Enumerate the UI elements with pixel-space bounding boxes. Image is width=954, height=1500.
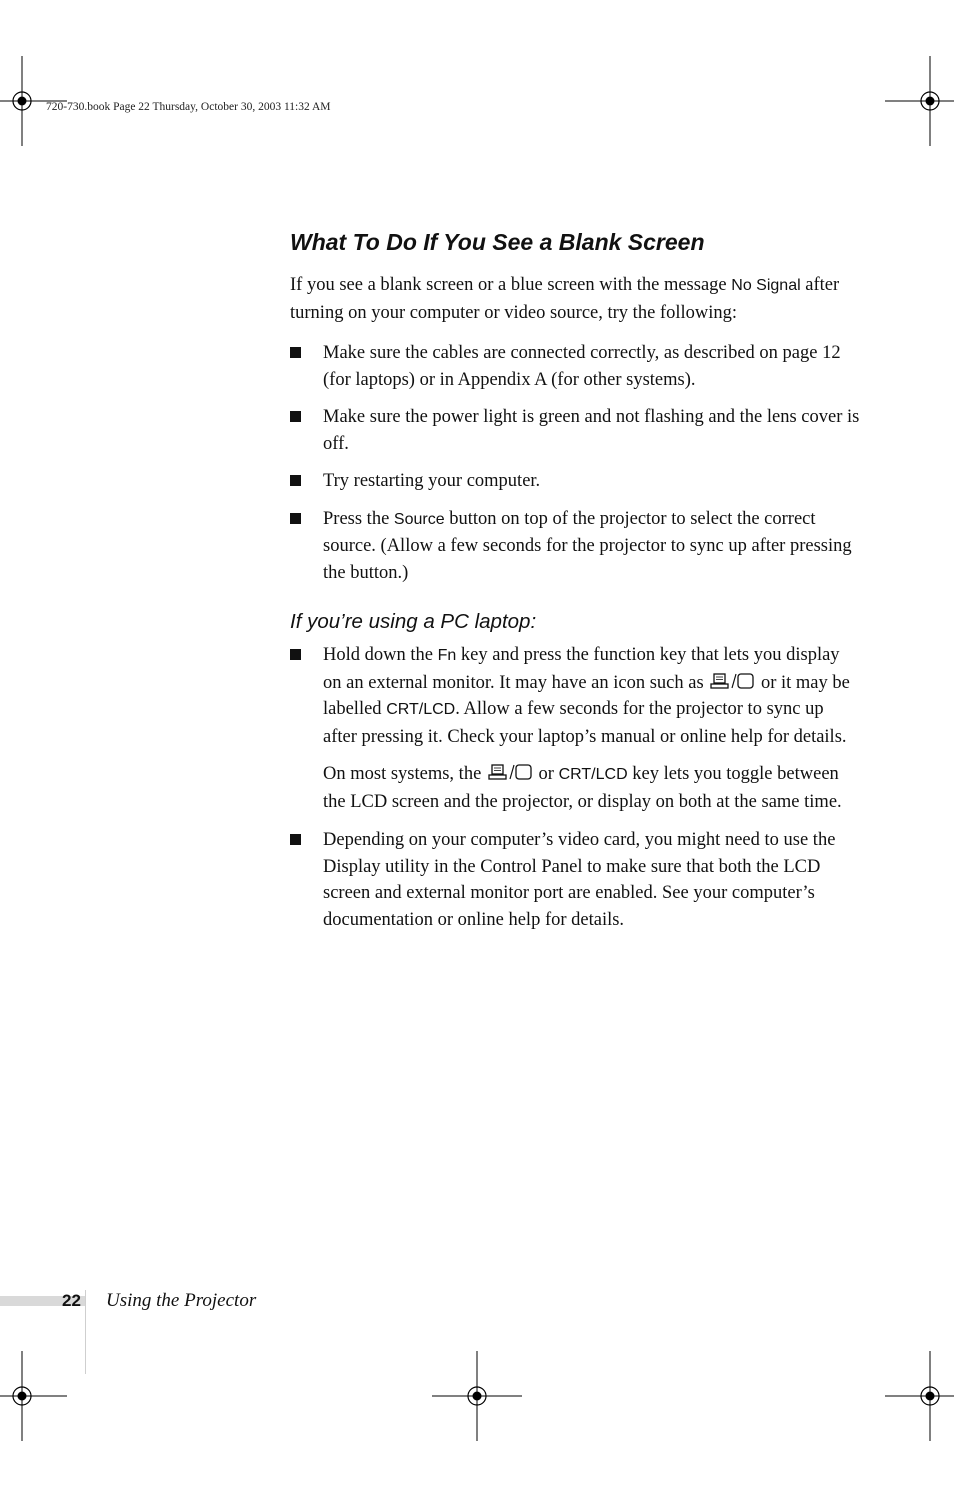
print-header: 720-730.book Page 22 Thursday, October 30, 2003 11:32 AM: [46, 101, 331, 113]
section-subheading: If you’re using a PC laptop:: [290, 610, 537, 633]
registration-mark-icon: [885, 1351, 954, 1441]
no-signal-message: No Signal: [731, 277, 801, 294]
intro-text: If you see a blank screen or a blue screen with the message: [290, 275, 732, 295]
list-item-text: [323, 506, 860, 587]
indented-paragraph: [290, 761, 860, 815]
intro-text-continued: after turning on your computer or video source, try the following:: [290, 275, 840, 323]
list-item: [290, 506, 860, 587]
laptop-monitor-toggle-icon: [486, 764, 534, 782]
bullet-square-icon: [290, 649, 301, 660]
footer-divider: [85, 1290, 86, 1374]
list-item-text-part: Press the: [323, 508, 394, 529]
laptop-monitor-toggle-icon: [708, 673, 756, 691]
bullet-square-icon: [290, 411, 301, 422]
list-item-text: [323, 642, 860, 750]
page-number: 22: [62, 1291, 81, 1310]
paragraph-text-part: On most systems, the: [323, 764, 486, 784]
crt-lcd-key-label: CRT/LCD: [558, 766, 628, 783]
list-item-text-part: key and press the function key that lets you display on an external monitor. It may have an icon such as: [323, 645, 840, 693]
list-item-text-part: or it may be labelled: [323, 672, 850, 719]
list-item-text-part: Hold down the: [323, 645, 438, 665]
list-item: [290, 642, 860, 750]
source-button-label: Source: [393, 510, 445, 528]
section-title: Using the Projector: [106, 1290, 257, 1311]
list-item: [290, 827, 860, 933]
list-item-text: Try restarting your computer.: [323, 471, 541, 491]
bullet-square-icon: [290, 347, 301, 358]
list-item-text-part: . Allow a few seconds for the projector to sync up after pressing it. Check your laptop’s manual or online help for details.: [323, 699, 847, 747]
paragraph-text-part: key lets you toggle between the LCD screen and the projector, or display on both at the same time.: [323, 764, 842, 812]
page-content: [290, 229, 860, 944]
list-item: [290, 468, 860, 495]
bullet-square-icon: [290, 475, 301, 486]
list-item-text: Depending on your computer’s video card, you might need to use the Display utility in the Control Panel to make sure that both the LCD screen and external monitor port are enabled. See your computer’s documentation or online help for details.: [323, 830, 836, 930]
list-item: [290, 340, 860, 393]
paragraph-text-part: or: [533, 764, 559, 784]
fn-key-label: Fn: [437, 647, 457, 664]
list-item-text: Make sure the power light is green and not flashing and the lens cover is off.: [323, 407, 860, 454]
list-item: [290, 404, 860, 457]
registration-mark-icon: [885, 56, 954, 146]
registration-mark-icon: [432, 1351, 522, 1441]
list-item-text: Make sure the cables are connected correctly, as described on page 12 (for laptops) or in Appendix A (for other systems).: [323, 343, 841, 390]
list-item-text-part: button on top of the projector to select the correct source. (Allow a few seconds for the projector to sync up after pressing the button.): [323, 508, 852, 583]
page-title: What To Do If You See a Blank Screen: [290, 229, 705, 255]
bullet-square-icon: [290, 513, 301, 524]
registration-mark-icon: [0, 1351, 67, 1441]
crt-lcd-key-label: CRT/LCD: [386, 701, 456, 718]
intro-paragraph: [290, 272, 860, 326]
bullet-square-icon: [290, 834, 301, 845]
